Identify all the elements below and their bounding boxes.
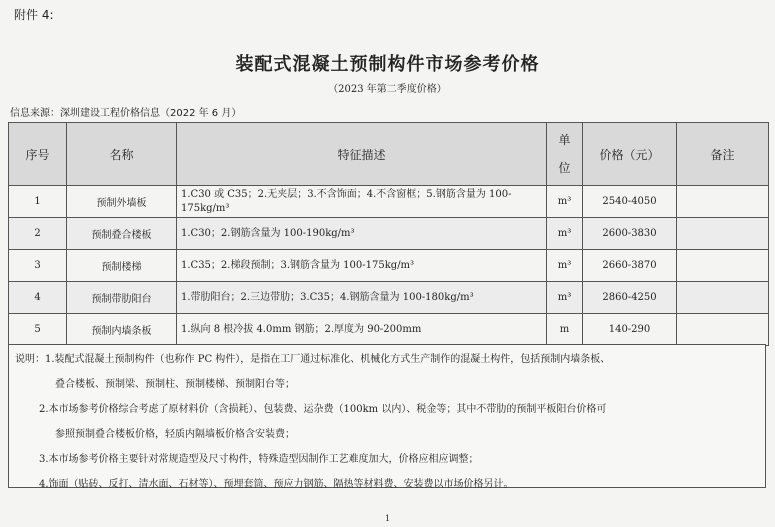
cell-index: 1 bbox=[9, 186, 67, 218]
note-line: 说明：1.装配式混凝土预制构件（也称作 PC 构件），是指在工厂通过标准化、机械化方式生产制作的混凝土构件，包括预制内墙条板、 bbox=[15, 354, 611, 365]
cell-index: 2 bbox=[9, 218, 67, 250]
info-source: 信息来源：深圳建设工程价格信息（2022 年 6 月） bbox=[10, 108, 242, 119]
cell-name: 预制内墙条板 bbox=[67, 314, 177, 346]
cell-feature: 1.C35；2.梯段预制；3.钢筋含量为 100-175kg/m³ bbox=[177, 250, 547, 282]
table-header-row bbox=[9, 123, 769, 186]
table-row bbox=[9, 186, 769, 218]
cell-name: 预制楼梯 bbox=[67, 250, 177, 282]
page-number: 1 bbox=[384, 514, 391, 523]
cell-name: 预制外墙板 bbox=[67, 186, 177, 218]
header-remark: 备注 bbox=[677, 123, 769, 186]
document-subtitle: （2023 年第二季度价格） bbox=[328, 84, 447, 95]
note-line: 3.本市场参考价格主要针对常规造型及尺寸构件，特殊造型因制作工艺难度加大，价格应相应调整； bbox=[39, 454, 479, 465]
table-row bbox=[9, 282, 769, 314]
cell-feature: 1.C30；2.钢筋含量为 100-190kg/m³ bbox=[177, 218, 547, 250]
header-unit-top: 单 bbox=[558, 133, 571, 147]
cell-index: 5 bbox=[9, 314, 67, 346]
note-line: 2.本市场参考价格综合考虑了原材料价（含损耗）、包装费、运杂费（100km 以内）、税金等；其中不带肋的预制平板阳台价格可 bbox=[39, 404, 607, 415]
header-unit-bottom: 位 bbox=[558, 161, 571, 175]
cell-price: 140-290 bbox=[583, 314, 677, 346]
cell-remark bbox=[677, 250, 769, 282]
cell-price: 2660-3870 bbox=[583, 250, 677, 282]
attachment-label: 附件 4: bbox=[14, 8, 54, 22]
note-line: 叠合楼板、预制梁、预制柱、预制楼梯、预制阳台等； bbox=[55, 379, 295, 390]
header-price: 价格（元） bbox=[583, 123, 677, 186]
cell-price: 2860-4250 bbox=[583, 282, 677, 314]
header-index: 序号 bbox=[9, 123, 67, 186]
table-row bbox=[9, 218, 769, 250]
cell-feature: 1.带肋阳台；2.三边带肋；3.C35；4.钢筋含量为 100-180kg/m³ bbox=[177, 282, 547, 314]
cell-price: 2600-3830 bbox=[583, 218, 677, 250]
cell-remark bbox=[677, 282, 769, 314]
table-row bbox=[9, 250, 769, 282]
cell-feature: 1.纵向 8 根冷拔 4.0mm 钢筋；2.厚度为 90-200mm bbox=[177, 314, 547, 346]
cell-index: 4 bbox=[9, 282, 67, 314]
document-title: 装配式混凝土预制构件市场参考价格 bbox=[235, 54, 540, 75]
cell-price: 2540-4050 bbox=[583, 186, 677, 218]
price-table bbox=[8, 122, 769, 346]
header-feature: 特征描述 bbox=[177, 123, 547, 186]
cell-unit: m³ bbox=[547, 250, 583, 282]
header-name: 名称 bbox=[67, 123, 177, 186]
cell-unit: m³ bbox=[547, 218, 583, 250]
cell-name: 预制叠合楼板 bbox=[67, 218, 177, 250]
cell-feature: 1.C30 或 C35；2.无夹层；3.不含饰面；4.不含窗框；5.钢筋含量为 100-175kg/m³ bbox=[177, 186, 547, 218]
note-line: 参照预制叠合楼板价格，轻质内隔墙板价格含安装费； bbox=[55, 429, 295, 440]
notes-box bbox=[8, 344, 766, 488]
table-row bbox=[9, 314, 769, 346]
cell-remark bbox=[677, 314, 769, 346]
cell-name: 预制带肋阳台 bbox=[67, 282, 177, 314]
header-unit bbox=[547, 123, 583, 186]
cell-remark bbox=[677, 186, 769, 218]
cell-unit: m³ bbox=[547, 186, 583, 218]
cell-remark bbox=[677, 218, 769, 250]
cell-unit: m bbox=[547, 314, 583, 346]
cell-unit: m³ bbox=[547, 282, 583, 314]
note-line: 4.饰面（贴砖、反打、清水面、石材等）、预埋套筒、预应力钢筋、隔热等材料费、安装费以市场价格另计。 bbox=[39, 479, 514, 490]
cell-index: 3 bbox=[9, 250, 67, 282]
